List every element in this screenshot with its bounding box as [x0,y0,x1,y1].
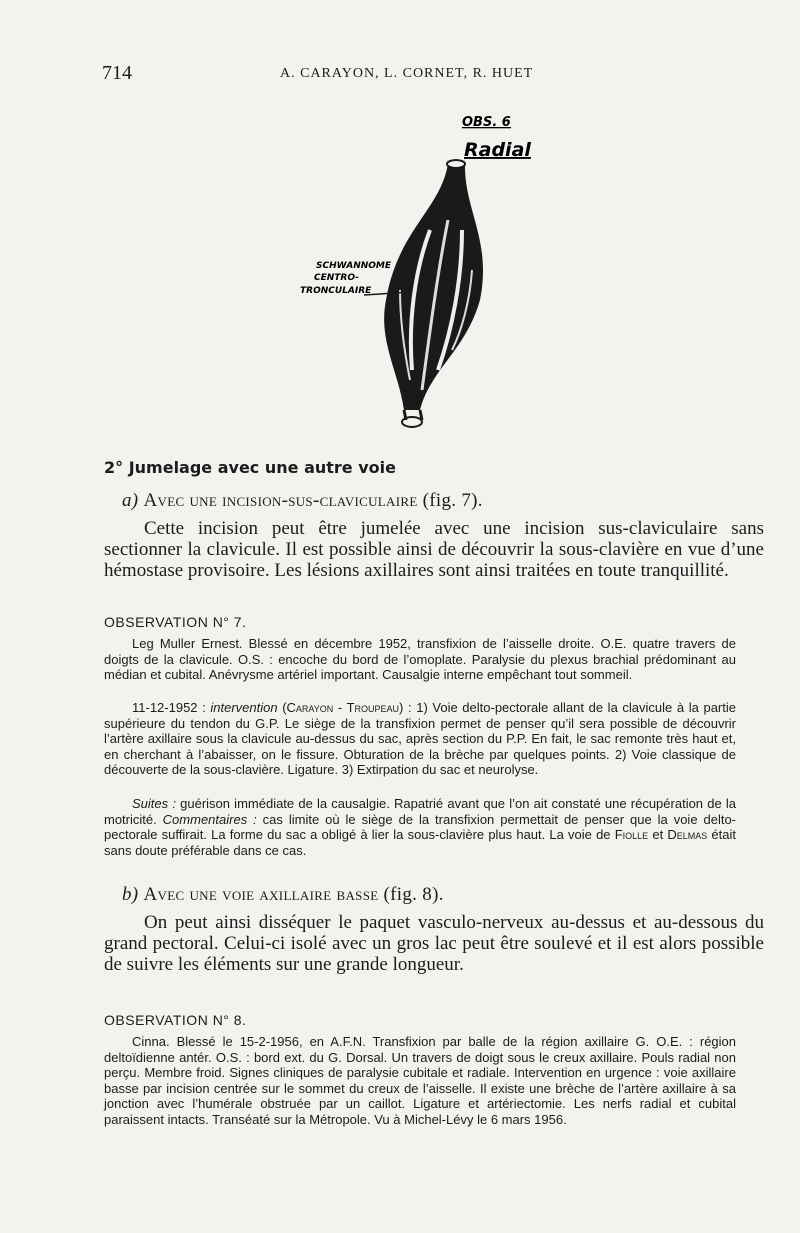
page-number: 714 [102,62,132,84]
obs7-suites-text: guérison immédiate de la causalgie. Rapatrié avant que l’on ait constaté une récupération de la motricité. [104,796,736,827]
subheading-b-letter: b) [122,884,139,905]
obs7-commentaires-label: Commentaires : [162,811,257,827]
running-head: A. CARAYON, L. CORNET, R. HUET [280,66,534,81]
subheading-a-title: Avec une incision-sus-claviculaire [143,490,418,511]
obs7-suites-label: Suites : [132,796,176,811]
nerve-top-end [447,160,465,168]
subheading-a-ref: (fig. 7). [422,490,483,511]
subheading-b [122,884,444,906]
subheading-a [122,490,483,512]
section-heading: 2° Jumelage avec une autre voie [104,458,396,477]
nerve-illustration [280,100,560,440]
paragraph-b: On peut ainsi disséquer le paquet vasculo-nerveux au-dessus et au-dessous du grand pectoral. Celui-ci isolé avec un gros lac peut être soulevé et il est alors possible de suivre les éléments sur une grande longueur. [104,912,764,975]
obs7-et: et [648,827,668,843]
obs7-date: 11-12-1952 : [132,700,211,715]
observation-7-paragraph-2 [104,700,736,778]
observation-8-heading: OBSERVATION N° 8. [104,1012,247,1028]
obs7-fiolle: Fiolle [614,827,649,843]
paragraph-a: Cette incision peut être jumelée avec une incision sus-claviculaire sans sectionner la clavicule. Il est possible ainsi de découvrir la sous-clavière en vue d’une hémostase provisoire. Les lésions axillaires sont ainsi traitées en toute tranquillité. [104,518,764,581]
obs7-delmas: Delmas [667,827,708,843]
subheading-b-title: Avec une voie axillaire basse [143,884,379,905]
figure-obs-label: OBS. 6 [462,115,511,130]
observation-7-paragraph-3 [104,796,736,858]
subheading-b-ref: (fig. 8). [383,884,444,905]
figure-radial-nerve [280,100,560,440]
obs7-procedure: : 1) Voie delto-pectorale allant de la clavicule à la partie supérieure du tendon du G.P. Le siège de la transfixion permet de penser qu’il sera possible de découvrir l’artère axillaire sous la clavicule au-dessus du sac, après section du P.P. En fait, le sac remonte très haut et, en cherchant à l’abaisser, on le fissure. Obturation de la brèche par quelques points. 2) Voie classique de découverte de la sous-clavière. Ligature. 3) Extirpation du sac et neurolyse. [104,700,736,778]
observation-7-heading: OBSERVATION N° 7. [104,614,247,630]
observation-8-paragraph: Cinna. Blessé le 15-2-1956, en A.F.N. Transfixion par balle de la région axillaire G. O.E. : région deltoïdienne antér. O.S. : bord ext. du G. Dorsal. Un travers de doigt sous le creux axillaire. Pouls radial non perçu. Membre froid. Signes cliniques de paralysie cubitale et radiale. Intervention en urgence : voie axillaire basse par incision centrée sur le sommet du creux de l’aisselle. Il existe une brèche de l’artère axillaire à sa jonction avec l’humérale obstruée par un caillot. Ligature et artériectomie. Les nerfs radial et cubital paraissent intacts. Transéaté sur la Métropole. Vu à Michel-Lévy le 6 mars 1956. [104,1034,736,1127]
page-header [102,62,738,86]
obs7-intervention: intervention [210,700,278,715]
obs7-commentaires-text: cas limite où le siège de la transfixion permettait de penser que la voie delto-pectorale suffirait. La forme du sac a obligé à lier la sous-clavière plus haut. La voie de [104,811,737,843]
figure-title: Radial [464,139,531,161]
observation-7-paragraph-1: Leg Muller Ernest. Blessé en décembre 1952, transfixion de l’aisselle droite. O.E. quatre travers de doigts de la clavicule. O.S. : encoche du bord de l’omoplate. Paralysie du plexus brachial prédominant au médian et cubital. Anévrysme artériel important. Causalgie interne empêchant tout sommeil. [104,636,736,683]
figure-label-line1: SCHWANNOME [316,261,392,271]
obs7-end: était sans doute préférable dans ce cas. [104,827,737,858]
obs7-surgeons: (Carayon - Troupeau) [277,700,404,715]
figure-label-line2: CENTRO- [314,273,359,283]
subheading-a-letter: a) [122,490,139,511]
figure-label-line3: TRONCULAIRE [300,286,372,296]
nerve-trunk [384,164,483,410]
